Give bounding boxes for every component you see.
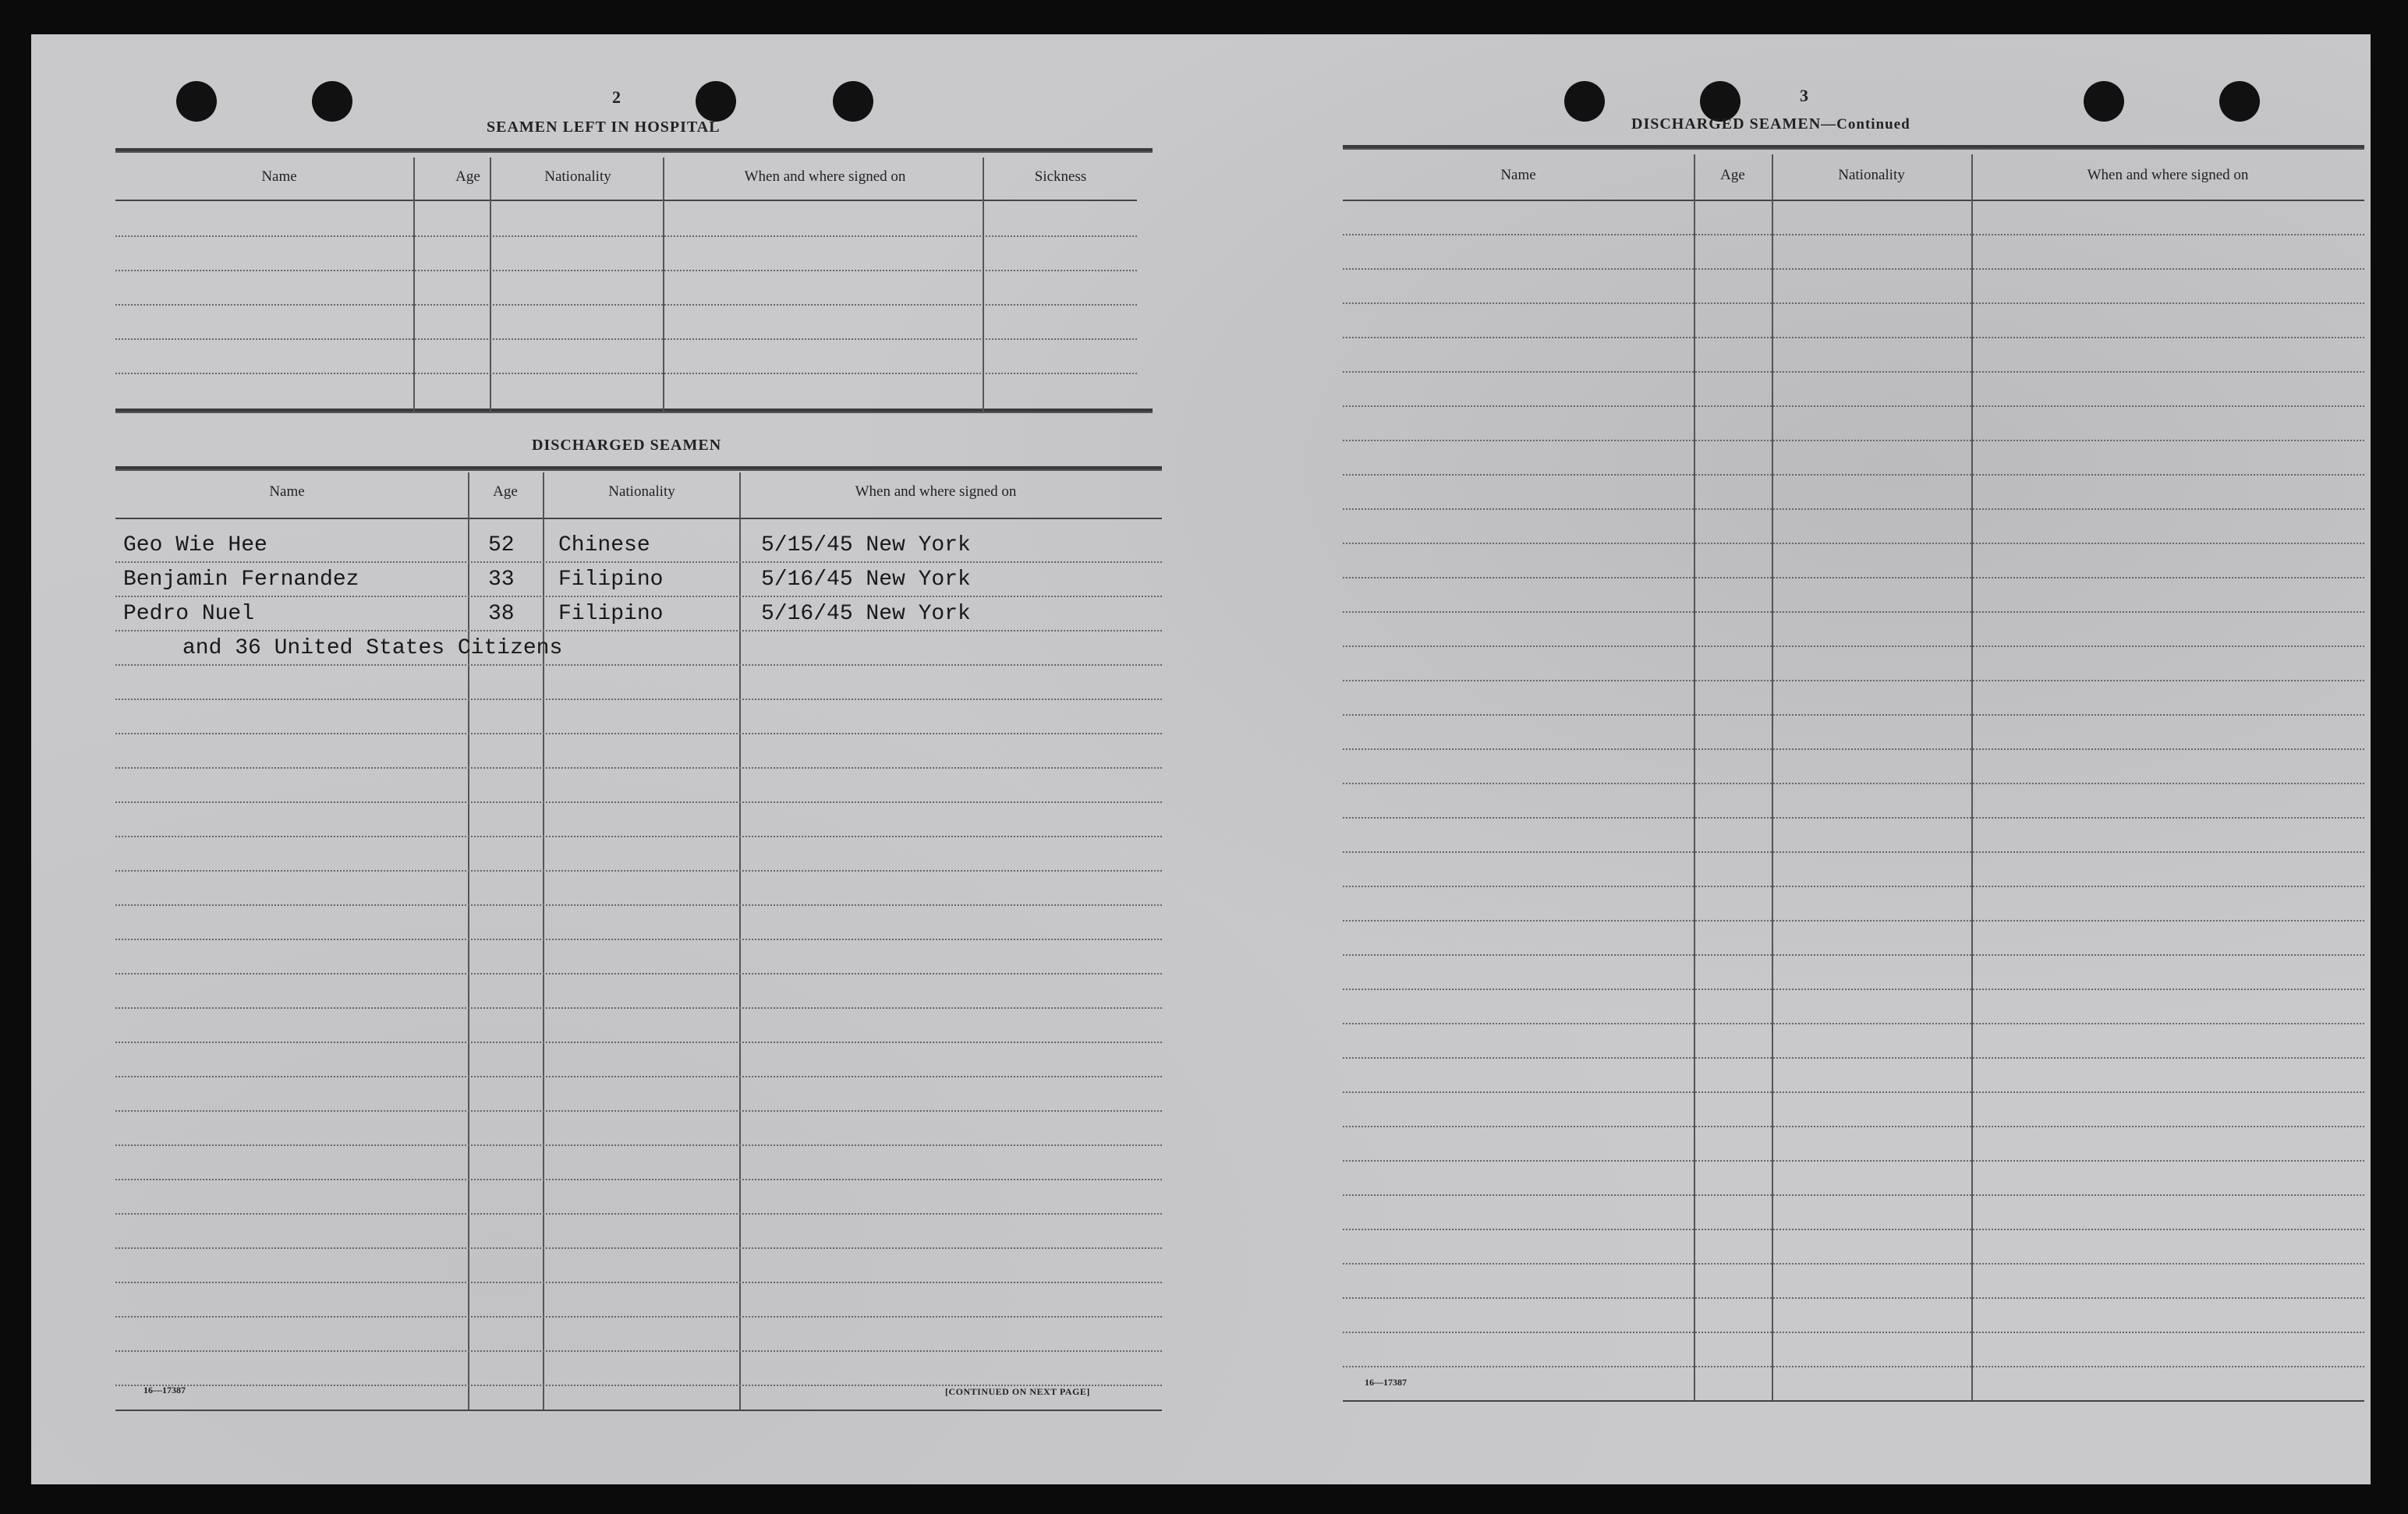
title-bold: DISCHARGED SEAMEN (1631, 115, 1822, 133)
continued-note: [CONTINUED ON NEXT PAGE] (945, 1386, 1090, 1397)
table-top-rule (115, 466, 1162, 471)
row-line (115, 870, 1162, 872)
row-line (1343, 1229, 2364, 1230)
col-header-signed-on: When and where signed on (744, 168, 906, 185)
table-bottom-rule (115, 409, 1153, 413)
document-sheet (31, 34, 2371, 1484)
form-code: 16—17387 (1365, 1377, 1407, 1388)
discharged-name: Benjamin Fernandez (123, 568, 359, 592)
row-line (115, 1076, 1162, 1077)
discharged-nationality: Chinese (558, 533, 650, 557)
row-line (1343, 920, 2364, 921)
page-number: 2 (612, 87, 621, 107)
row-line (1343, 302, 2364, 304)
row-line (1343, 1057, 2364, 1059)
page-number: 3 (1800, 86, 1809, 105)
row-line (1343, 1194, 2364, 1196)
col-divider (413, 157, 415, 412)
row-line (115, 973, 1162, 975)
row-line (115, 1179, 1162, 1180)
row-line (115, 699, 1162, 700)
row-line (115, 596, 1162, 597)
col-header-age: Age (1720, 167, 1745, 183)
form-code: 16—17387 (143, 1385, 186, 1395)
row-line (1343, 543, 2364, 544)
row-line (1343, 714, 2364, 716)
hospital-section-title: SEAMEN LEFT IN HOSPITAL (487, 119, 721, 136)
row-line (1343, 508, 2364, 510)
left-page (31, 34, 1201, 1484)
table-top-rule (1343, 145, 2364, 150)
row-line (115, 1144, 1162, 1146)
col-header-signed-on: When and where signed on (2087, 167, 2249, 183)
col-header-nationality: Nationality (608, 483, 675, 500)
col-header-sickness: Sickness (1034, 168, 1087, 185)
col-divider (663, 157, 664, 412)
row-line (115, 630, 1162, 631)
citizens-note: and 36 United States Citizens (182, 636, 563, 660)
row-line (1343, 1091, 2364, 1093)
col-header-signed-on: When and where signed on (855, 483, 1017, 500)
row-line (1343, 474, 2364, 476)
row-line (1343, 680, 2364, 681)
row-line (1343, 1023, 2364, 1024)
row-line (115, 1282, 1162, 1283)
discharged-nationality: Filipino (558, 568, 664, 592)
row-line (1343, 1297, 2364, 1299)
row-line (115, 1007, 1162, 1009)
row-line (1343, 1263, 2364, 1265)
row-line (1343, 440, 2364, 441)
col-divider (543, 472, 544, 1410)
discharged-continued-title (1631, 115, 1910, 133)
col-header-age: Age (455, 168, 480, 185)
row-line (115, 1110, 1162, 1112)
row-line (1343, 1160, 2364, 1162)
row-line (1343, 954, 2364, 956)
table-top-rule (115, 148, 1153, 153)
col-divider (983, 157, 984, 412)
row-line (115, 1247, 1162, 1249)
row-line (115, 836, 1162, 837)
discharged-name: Geo Wie Hee (123, 533, 267, 557)
col-header-nationality: Nationality (1838, 167, 1905, 183)
col-divider (468, 472, 469, 1410)
row-line (1343, 371, 2364, 373)
right-page (1201, 34, 2371, 1484)
row-line (115, 767, 1162, 769)
row-line (1343, 268, 2364, 270)
discharged-section-title: DISCHARGED SEAMEN (532, 437, 722, 454)
col-header-name: Name (1500, 167, 1536, 183)
row-line (115, 1042, 1162, 1043)
row-line (115, 1316, 1162, 1318)
row-line (1343, 1332, 2364, 1333)
row-line (1343, 337, 2364, 338)
header-rule (1343, 200, 2364, 201)
discharged-age: 52 (488, 533, 515, 557)
row-line (1343, 405, 2364, 407)
col-divider (490, 157, 491, 412)
row-line (1343, 1126, 2364, 1127)
col-divider (1772, 154, 1773, 1402)
discharged-signed-on: 5/16/45 New York (761, 602, 971, 626)
col-divider (739, 472, 741, 1410)
row-line (1343, 611, 2364, 613)
row-line (1343, 989, 2364, 990)
discharged-age: 38 (488, 602, 515, 626)
row-line (1343, 851, 2364, 853)
row-line (115, 904, 1162, 906)
discharged-signed-on: 5/16/45 New York (761, 568, 971, 592)
col-header-nationality: Nationality (544, 168, 611, 185)
row-line (1343, 783, 2364, 784)
discharged-age: 33 (488, 568, 515, 592)
table-bottom-rule (1343, 1400, 2364, 1402)
table-bottom-rule (115, 1410, 1162, 1411)
col-divider (1694, 154, 1695, 1402)
row-line (1343, 886, 2364, 887)
header-rule (115, 518, 1162, 519)
col-header-name: Name (261, 168, 297, 185)
row-line (115, 939, 1162, 940)
discharged-signed-on: 5/15/45 New York (761, 533, 971, 557)
row-line (1343, 817, 2364, 819)
discharged-nationality: Filipino (558, 602, 664, 626)
row-line (115, 801, 1162, 803)
row-line (1343, 748, 2364, 750)
col-header-name: Name (269, 483, 305, 500)
row-line (1343, 646, 2364, 647)
row-line (115, 1350, 1162, 1352)
row-line (115, 1213, 1162, 1215)
row-line (115, 561, 1162, 563)
col-header-age: Age (493, 483, 518, 500)
row-line (1343, 234, 2364, 235)
title-continued: —Continued (1821, 116, 1910, 133)
col-divider (1971, 154, 1973, 1402)
row-line (115, 733, 1162, 734)
discharged-name: Pedro Nuel (123, 602, 255, 626)
row-line (1343, 577, 2364, 578)
row-line (115, 664, 1162, 666)
row-line (1343, 1366, 2364, 1367)
